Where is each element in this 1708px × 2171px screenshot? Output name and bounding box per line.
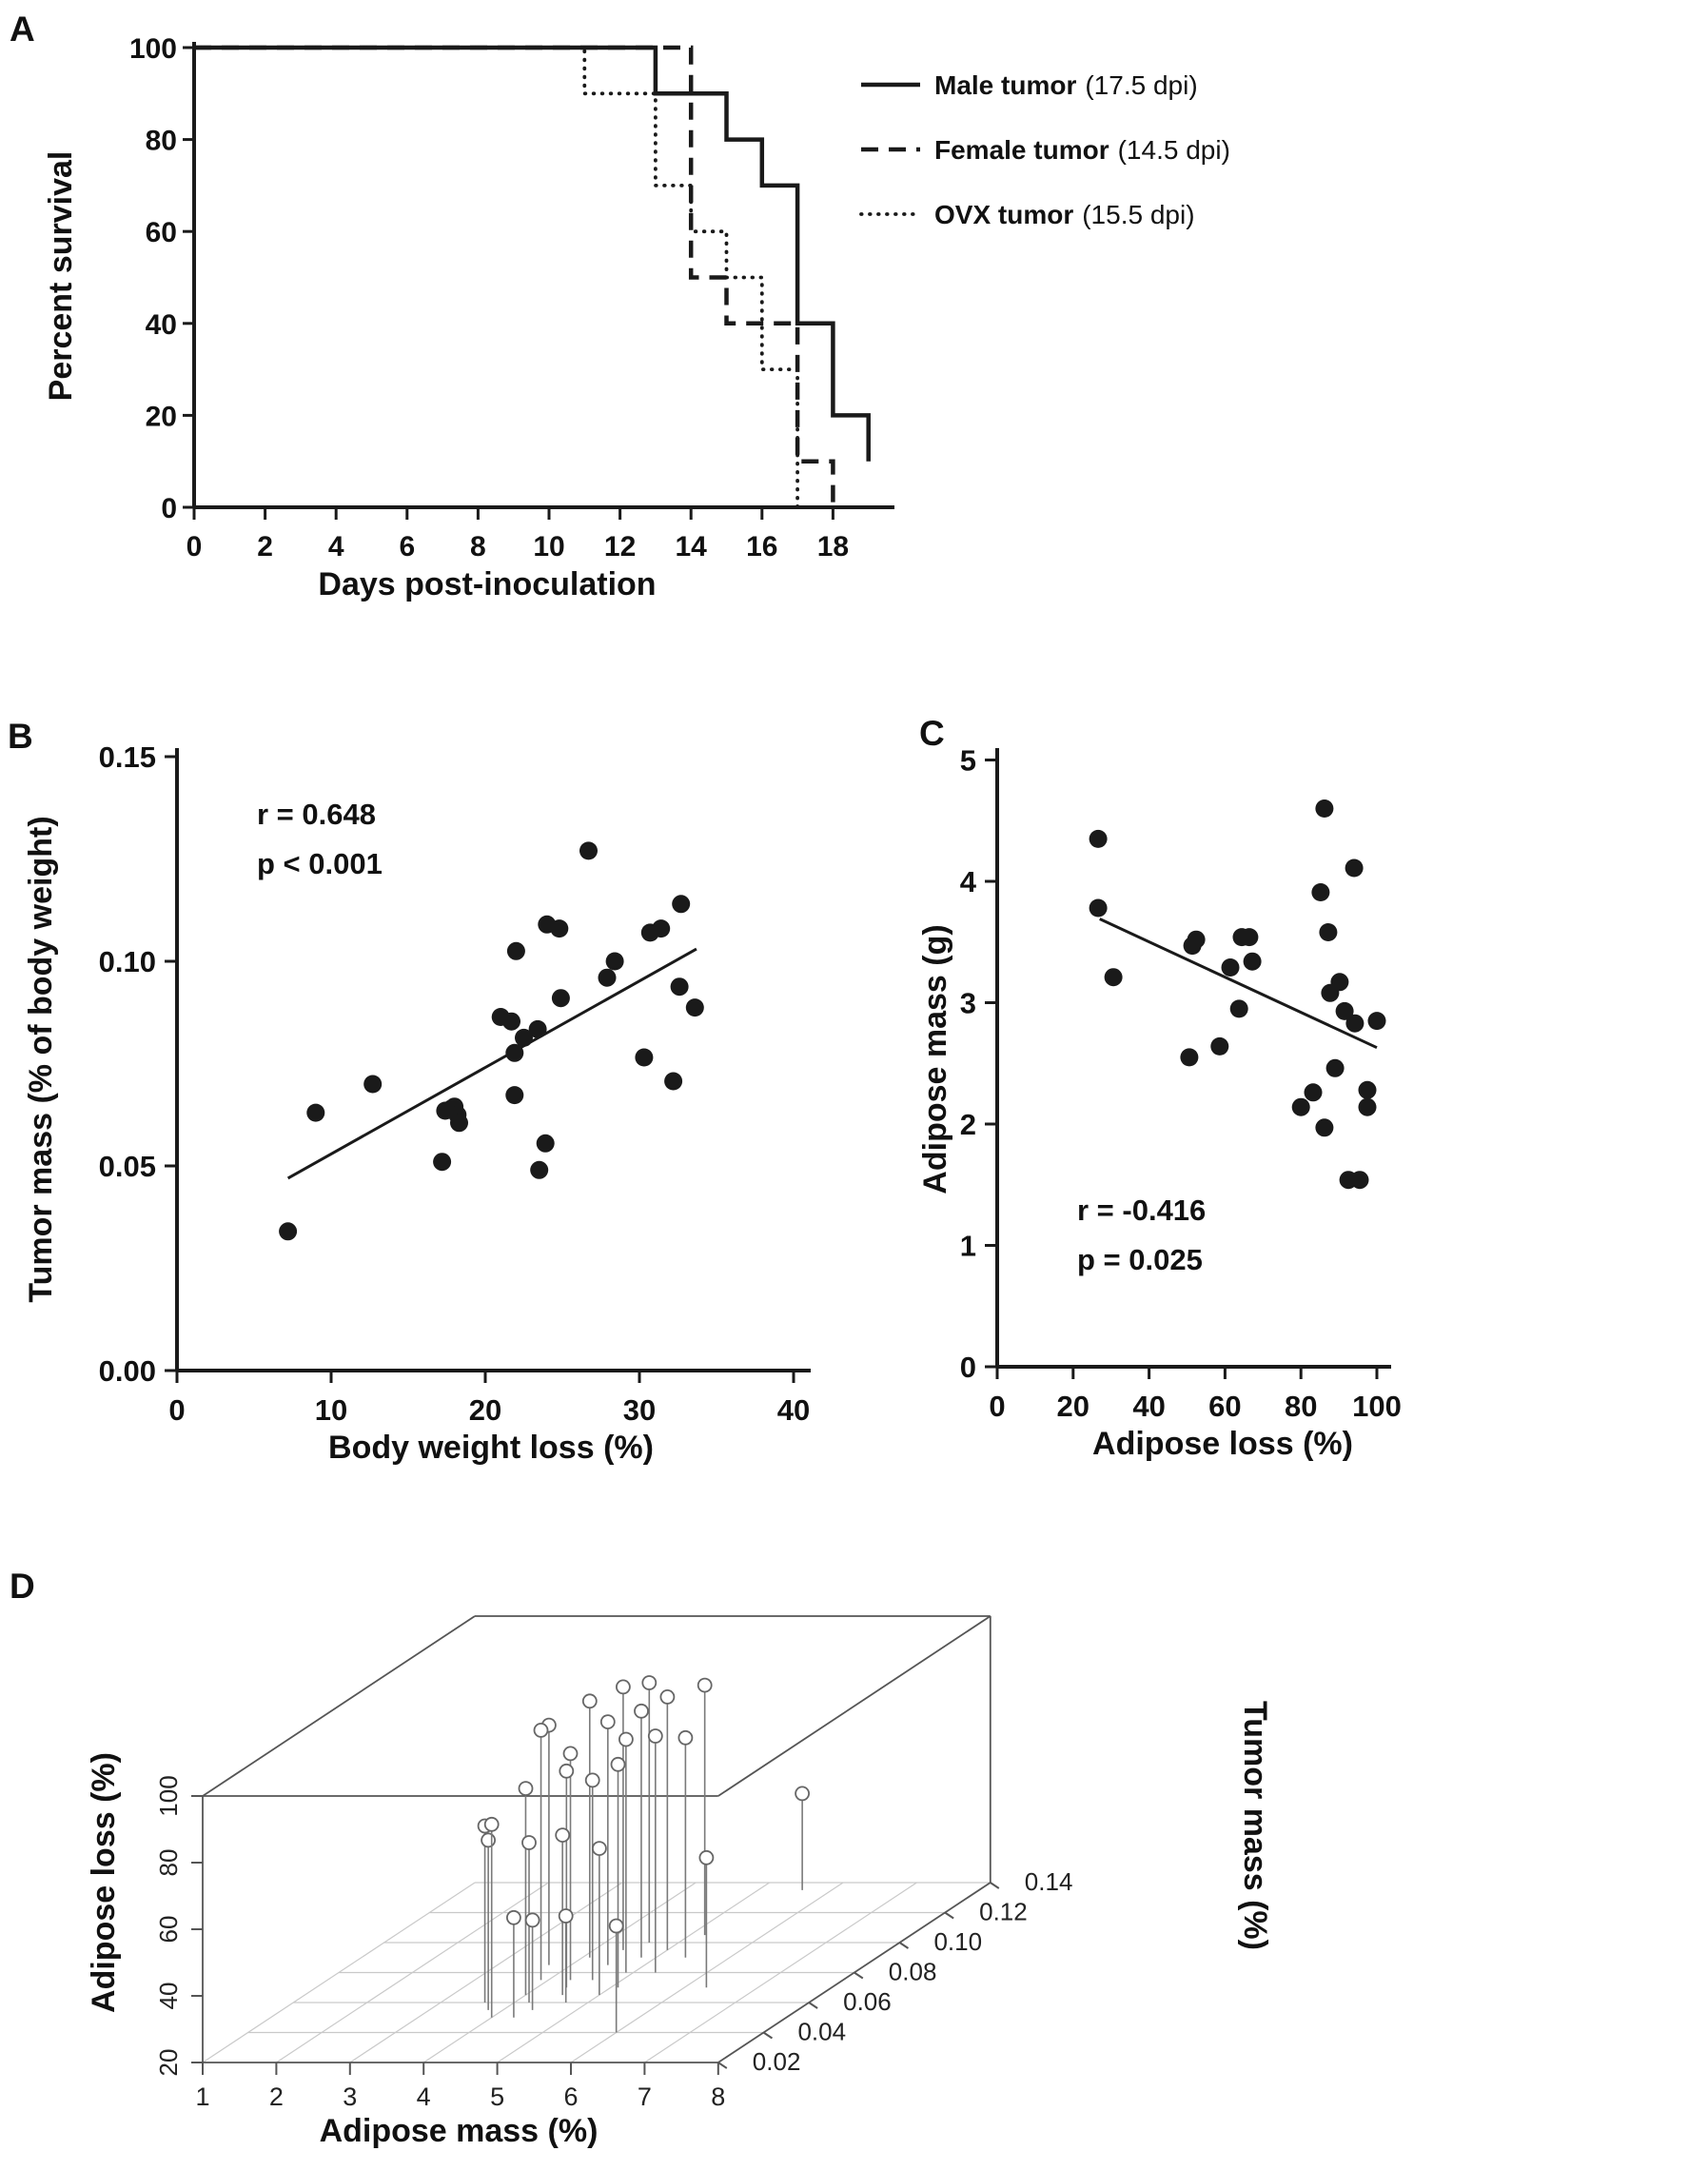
data-point: [505, 1044, 523, 1062]
y-axis-title: Percent survival: [43, 150, 79, 402]
data-point: [1315, 799, 1333, 818]
x-axis-title: Adipose loss (%): [1092, 1426, 1353, 1462]
stem-marker: [610, 1920, 623, 1933]
legend-label: OVX tumor (15.5 dpi): [934, 200, 1195, 229]
stem-marker: [520, 1782, 533, 1795]
legend-item: [861, 200, 1195, 229]
data-point: [1180, 1048, 1198, 1066]
y-axis-title: Adipose mass (g): [917, 924, 953, 1194]
tumor-mass-tick-label: 0.04: [797, 2017, 847, 2046]
tumor-mass-tick-label: 0.02: [752, 2047, 801, 2076]
data-point: [579, 841, 598, 859]
data-point: [635, 1049, 653, 1067]
adipose-loss-tick-label: 20: [154, 2048, 183, 2077]
stem-point: [699, 1851, 713, 1987]
data-point: [1330, 973, 1348, 991]
adipose-mass-tick-label: 2: [268, 2082, 284, 2111]
stem-marker: [522, 1836, 536, 1849]
data-point: [530, 1161, 548, 1179]
adipose_vs_loss-plot: [917, 744, 1402, 1463]
x-tick-label: 60: [1208, 1390, 1242, 1423]
data-point: [1319, 923, 1337, 941]
x-tick-label: 12: [603, 531, 637, 562]
tumor-mass-tick-label: 0.12: [979, 1897, 1028, 1926]
data-point: [1188, 931, 1206, 949]
stem-point: [678, 1731, 692, 1958]
data-point: [450, 1114, 468, 1132]
y-axis-title: Tumor mass (% of body weight): [23, 816, 59, 1303]
stem-point: [610, 1920, 623, 2033]
stem-marker: [642, 1676, 656, 1689]
y-tick-label: 0.10: [98, 945, 156, 978]
data-point: [686, 998, 704, 1016]
y-tick-label: 100: [128, 33, 177, 65]
y-tick-label: 20: [145, 401, 177, 433]
y-tick-label: 0: [161, 493, 177, 524]
y-tick-label: 0.05: [98, 1150, 156, 1183]
stem-marker: [635, 1705, 648, 1718]
data-point: [279, 1222, 297, 1240]
stem-point: [795, 1786, 809, 1889]
stem-point: [698, 1679, 712, 1936]
stem-marker: [601, 1715, 615, 1728]
tumor-mass-tick-label: 0.08: [888, 1957, 937, 1986]
data-point: [1359, 1081, 1377, 1099]
data-point: [550, 919, 568, 937]
stem-marker: [535, 1724, 548, 1737]
legend-item: [861, 70, 1198, 100]
stem-points: [479, 1676, 809, 2033]
data-point: [1292, 1098, 1310, 1116]
x-tick-label: 30: [622, 1393, 657, 1427]
data-point: [363, 1076, 382, 1094]
adipose-mass-tick-label: 4: [416, 2082, 431, 2111]
stem-marker: [619, 1733, 633, 1747]
x-tick-label: 100: [1352, 1390, 1402, 1423]
data-point: [507, 942, 525, 960]
data-point: [671, 977, 689, 996]
stem-marker: [586, 1773, 599, 1786]
stem-point: [660, 1690, 674, 1950]
x-tick-label: 16: [746, 531, 778, 562]
data-point: [1368, 1012, 1386, 1030]
stem-marker: [583, 1694, 597, 1707]
stem-marker: [560, 1909, 573, 1923]
annotation-line: r = 0.648: [257, 798, 376, 831]
tumor-vs-bodyweight-chart: [0, 666, 856, 1504]
x-tick-label: 40: [1132, 1390, 1166, 1423]
y-tick-label: 3: [959, 986, 976, 1020]
adipose-mass-tick-label: 8: [711, 2082, 726, 2111]
y-tick-label: 60: [145, 217, 177, 249]
stem-marker: [593, 1842, 606, 1855]
tumor-mass-axis-title: Tumor mass (%): [1237, 1701, 1273, 1950]
tumor-mass-tick-label: 0.14: [1024, 1867, 1073, 1896]
legend-item: [861, 135, 1230, 165]
stem-marker: [526, 1913, 540, 1926]
y-tick-label: 40: [145, 308, 177, 341]
data-point: [664, 1073, 682, 1091]
stem-point: [481, 1833, 495, 2009]
data-points: [279, 841, 704, 1240]
data-point: [1315, 1118, 1333, 1136]
stem-marker: [481, 1833, 495, 1846]
adipose-mass-axis: [195, 2062, 725, 2111]
data-point: [529, 1020, 547, 1038]
trend-line: [288, 949, 697, 1178]
data-point: [505, 1086, 523, 1104]
y-tick-label: 2: [959, 1108, 976, 1141]
data-point: [652, 919, 670, 937]
x-tick-label: 2: [257, 531, 273, 562]
x-tick-label: 18: [816, 531, 850, 562]
survival-chart: [0, 0, 1332, 657]
y-tick-label: 0.00: [98, 1354, 156, 1388]
stem-point: [635, 1705, 648, 1958]
adipose-loss-tick-label: 100: [154, 1775, 183, 1817]
data-point: [672, 895, 690, 913]
correlation-annotation: [257, 798, 383, 880]
stem-marker: [795, 1786, 809, 1800]
adipose-mass-tick-label: 7: [637, 2082, 652, 2111]
adipose-loss-axis: [154, 1775, 203, 2076]
adipose-loss-tick-label: 40: [154, 1982, 183, 2010]
annotation-line: p < 0.001: [257, 847, 383, 880]
stem-point: [520, 1782, 533, 1995]
y-tick-label: 80: [145, 125, 177, 157]
y-tick-label: 4: [959, 865, 976, 898]
legend-label: Male tumor (17.5 dpi): [934, 70, 1198, 100]
stem-point: [583, 1694, 597, 1957]
data-point: [606, 953, 624, 971]
adipose-mass-tick-label: 5: [490, 2082, 505, 2111]
tumor-mass-tick-label: 0.06: [843, 1987, 892, 2016]
survival-curve-ovx-tumor: [194, 48, 797, 507]
x-tick-label: 0: [186, 531, 203, 562]
data-point: [1230, 999, 1248, 1017]
data-points: [1090, 799, 1386, 1189]
stem-marker: [556, 1828, 569, 1842]
data-point: [1090, 899, 1108, 918]
x-tick-label: 6: [399, 531, 416, 562]
survival-curve-male-tumor: [194, 48, 869, 462]
y-tick-label: 5: [959, 743, 976, 778]
x-tick-label: 20: [468, 1393, 502, 1427]
stem-point: [535, 1724, 548, 1980]
adipose-mass-tick-label: 3: [343, 2082, 358, 2111]
y-tick-label: 0: [959, 1351, 976, 1384]
legend-label: Female tumor (14.5 dpi): [934, 135, 1230, 165]
data-point: [1311, 883, 1329, 901]
adipose-loss-tick-label: 60: [154, 1915, 183, 1944]
x-tick-label: 40: [776, 1393, 811, 1427]
stem-point: [586, 1773, 599, 1980]
stem-marker: [698, 1679, 712, 1692]
adipose-loss-axis-title: Adipose loss (%): [86, 1752, 122, 2013]
data-point: [599, 969, 617, 987]
panel-a-label: A: [10, 10, 35, 49]
stem-marker: [699, 1851, 713, 1865]
data-point: [306, 1104, 324, 1122]
annotation-line: r = -0.416: [1077, 1194, 1207, 1227]
tumor-mass-tick-label: 0.10: [933, 1927, 983, 1956]
adipose-loss-tick-label: 80: [154, 1848, 183, 1877]
stem-marker: [649, 1729, 662, 1743]
data-point: [537, 1135, 555, 1153]
y-tick-label: 1: [959, 1229, 976, 1263]
stem-marker: [678, 1731, 692, 1745]
stem-marker: [660, 1690, 674, 1704]
stem-point: [649, 1729, 662, 1973]
correlation-annotation: [1077, 1194, 1206, 1276]
x-tick-label: 4: [327, 531, 344, 562]
tumor_vs_bwl-plot: [23, 740, 811, 1466]
x-tick-label: 14: [675, 531, 707, 562]
stem3d-plot: [86, 1616, 1273, 2149]
panel-d-label: D: [10, 1567, 35, 1606]
y-tick-label: 0.15: [98, 740, 156, 774]
data-point: [552, 989, 570, 1007]
axis-ticks: [129, 33, 849, 562]
survival-series: [194, 48, 869, 507]
x-tick-label: 8: [470, 531, 486, 562]
adipose-mass-tick-label: 1: [195, 2082, 210, 2111]
adipose-vs-loss-chart: [856, 666, 1708, 1504]
stem-marker: [507, 1911, 520, 1924]
annotation-line: p = 0.025: [1077, 1243, 1203, 1276]
x-tick-label: 0: [989, 1390, 1006, 1423]
survival-plot: [43, 33, 1230, 602]
stem-point: [526, 1913, 540, 2009]
adipose-mass-axis-title: Adipose mass (%): [319, 2113, 599, 2149]
x-tick-label: 10: [533, 531, 565, 562]
x-tick-label: 10: [314, 1393, 348, 1427]
stem-point: [507, 1911, 520, 2018]
x-axis-title: Body weight loss (%): [328, 1430, 654, 1466]
stem-marker: [617, 1680, 630, 1693]
adipose-mass-tick-label: 6: [563, 2082, 579, 2111]
stem-marker: [560, 1765, 573, 1778]
panel-c-label: C: [919, 714, 945, 753]
x-tick-label: 0: [168, 1393, 186, 1427]
legend: [861, 70, 1230, 229]
data-point: [1222, 958, 1240, 977]
data-point: [1105, 968, 1123, 986]
stem-marker: [485, 1818, 499, 1831]
x-tick-label: 20: [1056, 1390, 1090, 1423]
floor-grid: [203, 1883, 991, 2062]
data-point: [1240, 928, 1258, 946]
data-point: [1305, 1083, 1323, 1101]
stem3d-chart: [0, 1504, 1708, 2171]
data-point: [1351, 1171, 1369, 1189]
stem-marker: [612, 1758, 625, 1771]
data-point: [502, 1013, 520, 1031]
data-point: [1345, 859, 1364, 878]
x-axis-title: Days post-inoculation: [318, 566, 657, 602]
data-point: [1090, 830, 1108, 848]
tumor-mass-axis: [718, 1867, 1073, 2076]
data-point: [1359, 1098, 1377, 1116]
x-tick-label: 80: [1284, 1390, 1318, 1423]
data-point: [1326, 1059, 1345, 1077]
data-point: [1210, 1037, 1228, 1056]
data-point: [1244, 953, 1262, 971]
data-point: [433, 1153, 451, 1171]
stem-marker: [564, 1747, 578, 1760]
axis-ticks: [960, 744, 1402, 1424]
panel-b-label: B: [8, 717, 33, 756]
data-point: [1345, 1015, 1364, 1033]
